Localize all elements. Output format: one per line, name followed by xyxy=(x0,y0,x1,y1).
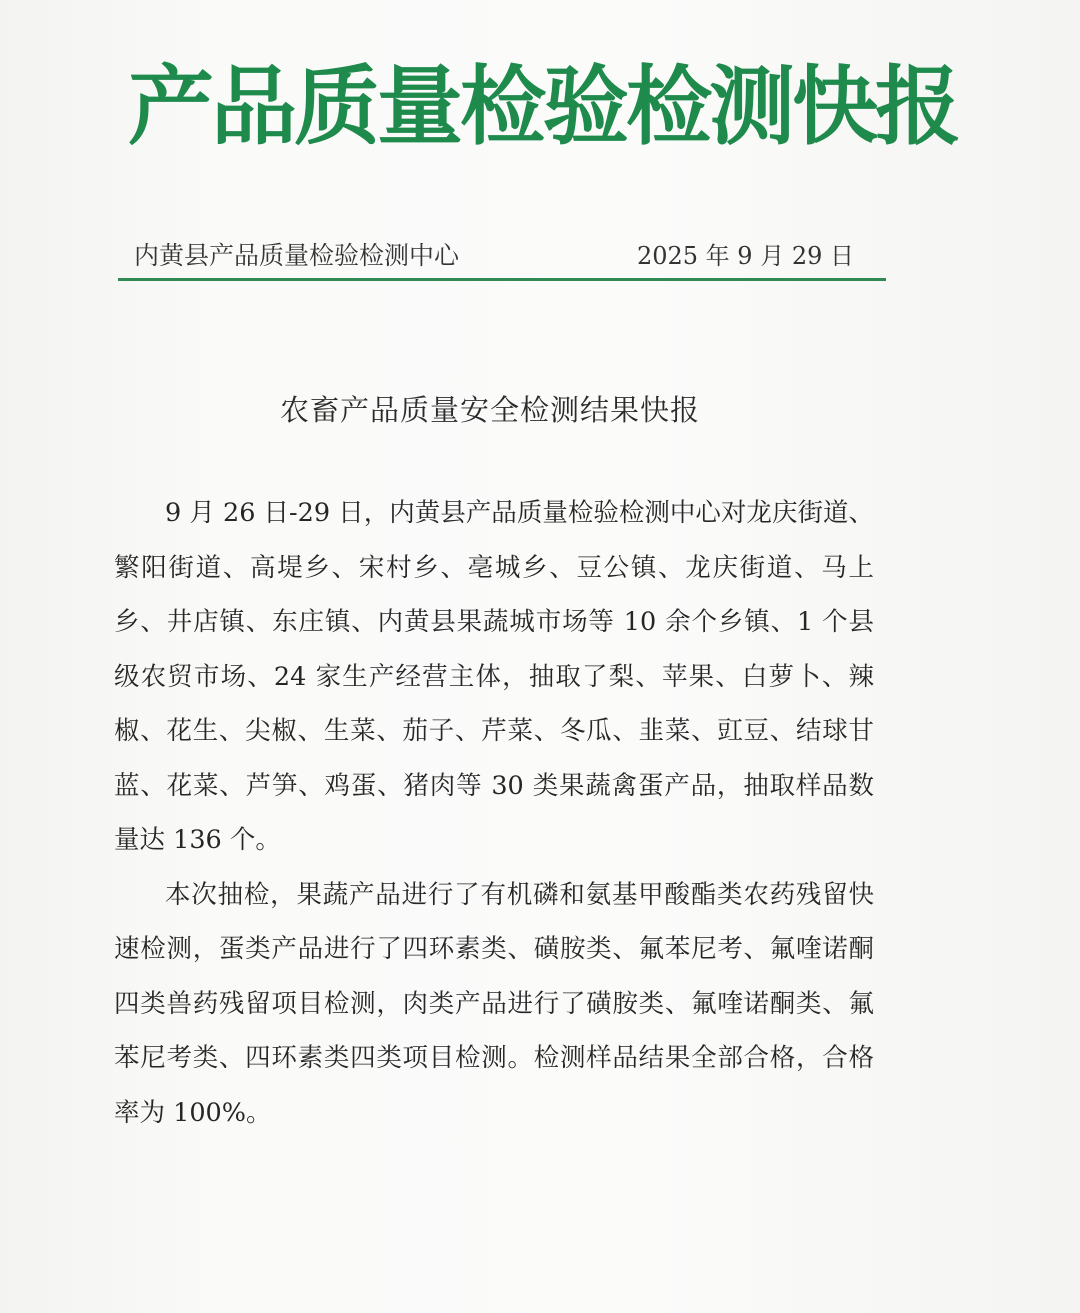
paragraph-sampling: 9 月 26 日-29 日，内黄县产品质量检验检测中心对龙庆街道、繁阳街道、高堤乡、宋村乡、亳城乡、豆公镇、龙庆街道、马上乡、井店镇、东庄镇、内黄县果蔬城市场等 10 余个乡镇、1 个县级农贸市场、24 家生产经营主体，抽取了梨、苹果、白萝卜、辣椒、花生、尖椒、生菜、茄子、芹菜、冬瓜、韭菜、豇豆、结球甘蓝、花菜、芦笋、鸡蛋、猪肉等 30 类果蔬禽蛋产品，抽取样品数量达 136 个。 xyxy=(114,498,874,855)
issuer-row xyxy=(134,236,854,276)
issuer-name: 内黄县产品质量检验检测中心 xyxy=(134,241,460,270)
document-body xyxy=(114,486,874,1140)
report-date: 2025 年 9 月 29 日 xyxy=(636,242,854,270)
masthead-title: 产品质量检验检测快报 xyxy=(128,57,958,157)
header-divider xyxy=(118,278,886,281)
paragraph-results: 本次抽检，果蔬产品进行了有机磷和氨基甲酸酯类农药残留快速检测，蛋类产品进行了四环素类、磺胺类、氟苯尼考、氟喹诺酮四类兽药残留项目检测，肉类产品进行了磺胺类、氟喹诺酮类、氟苯尼考类、四环素类四类项目检测。检测样品结果全部合格，合格率为 100%。 xyxy=(114,879,874,1128)
document-title: 农畜产品质量安全检测结果快报 xyxy=(279,393,700,427)
